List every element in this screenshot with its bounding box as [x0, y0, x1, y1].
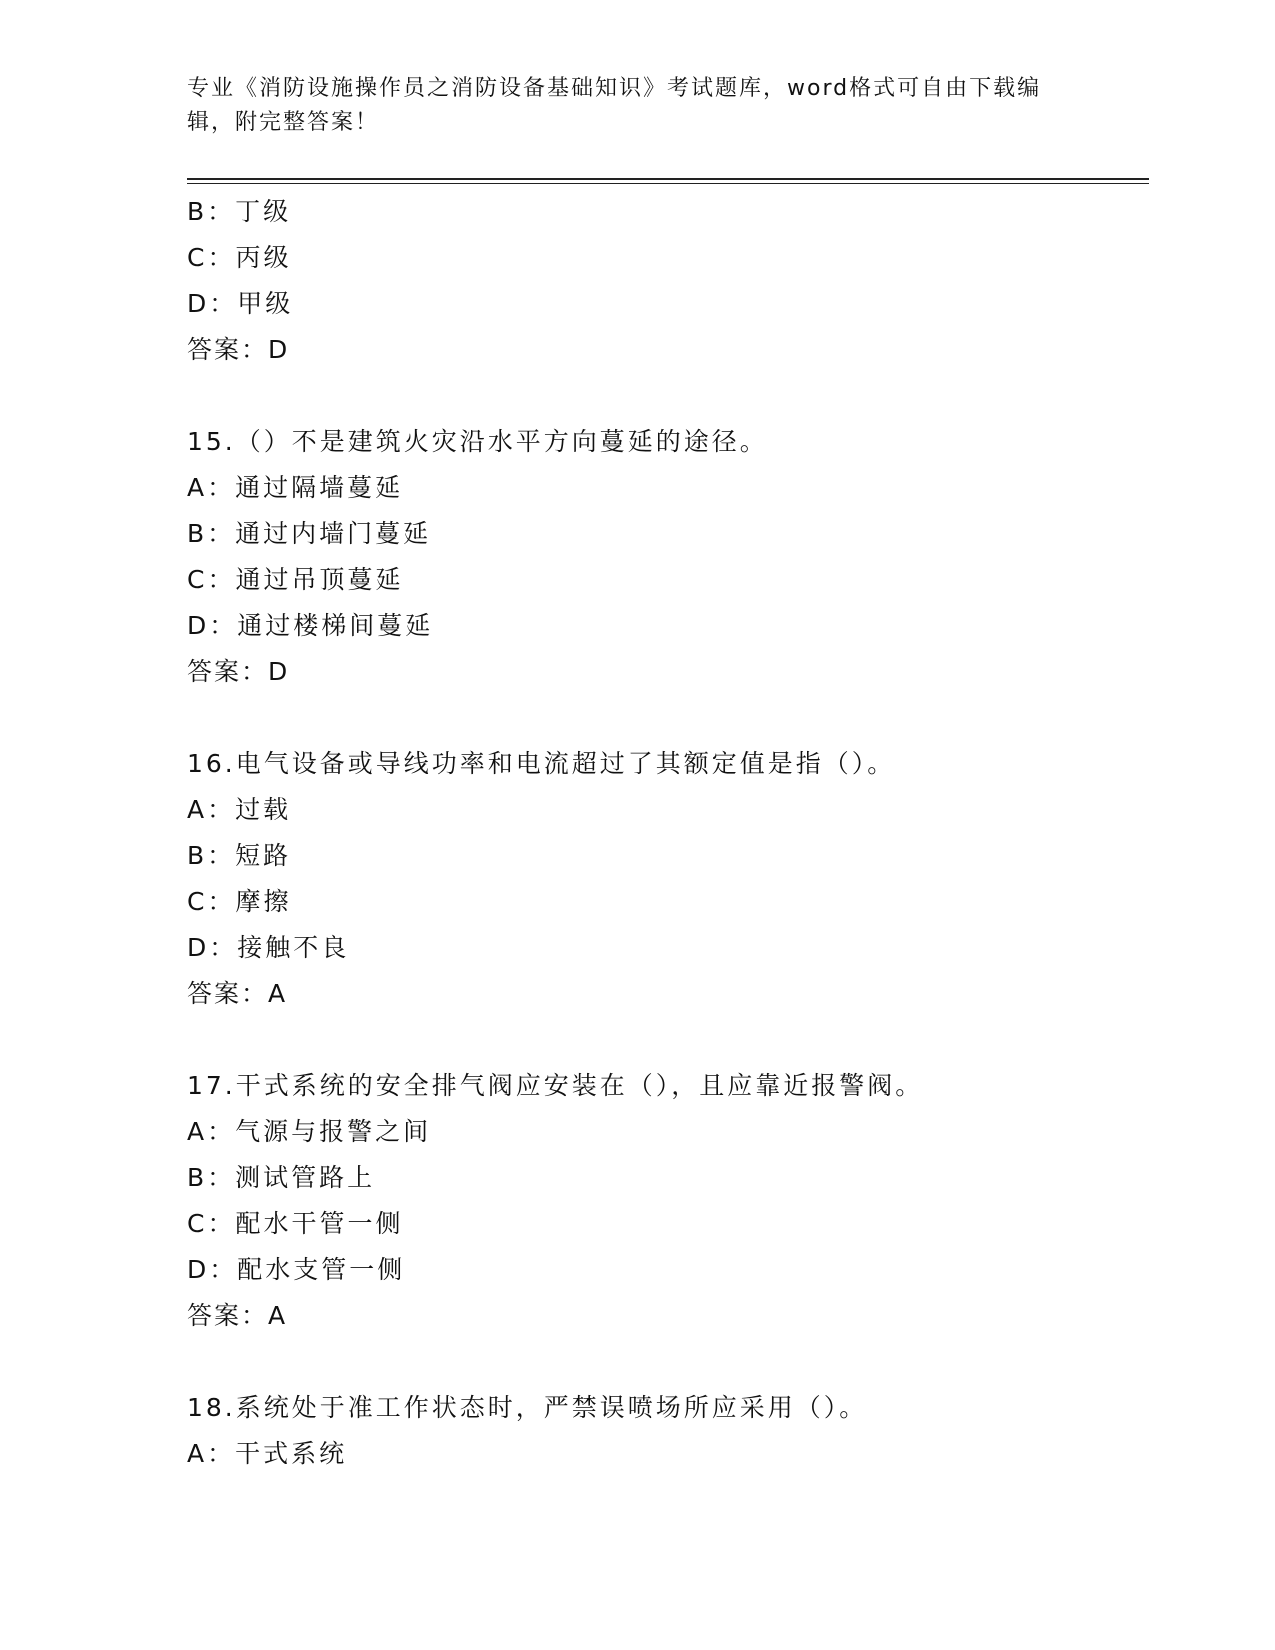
document-header [187, 72, 1067, 140]
option-a: A：通过隔墙蔓延 [187, 473, 404, 502]
option-b: B：通过内墙门蔓延 [187, 519, 432, 548]
header-line-1: 专业《消防设施操作员之消防设备基础知识》考试题库，word格式可自由下载编 [187, 76, 1042, 101]
header-line-2: 辑，附完整答案！ [187, 110, 380, 135]
question-gap [187, 695, 1147, 741]
question-stem: 17.干式系统的安全排气阀应安装在（），且应靠近报警阀。 [187, 1071, 924, 1100]
question-stem: 15.（）不是建筑火灾沿水平方向蔓延的途径。 [187, 427, 768, 456]
answer: 答案：D [187, 657, 290, 686]
question-gap [187, 1339, 1147, 1385]
option-c: C：通过吊顶蔓延 [187, 565, 404, 594]
header-divider [187, 178, 1149, 180]
header-divider-thin [187, 183, 1149, 184]
question-14-continued [187, 189, 1147, 373]
option-d: D：接触不良 [187, 933, 350, 962]
question-17 [187, 1063, 1147, 1339]
option-c: C：丙级 [187, 243, 292, 272]
option-b: B：测试管路上 [187, 1163, 376, 1192]
answer: 答案：A [187, 979, 288, 1008]
option-b: B：丁级 [187, 197, 292, 226]
option-a: A：气源与报警之间 [187, 1117, 432, 1146]
question-15 [187, 419, 1147, 695]
question-stem: 18.系统处于准工作状态时，严禁误喷场所应采用（）。 [187, 1393, 868, 1422]
answer: 答案：D [187, 335, 290, 364]
question-gap [187, 1017, 1147, 1063]
question-18 [187, 1385, 1147, 1477]
option-b: B：短路 [187, 841, 292, 870]
option-c: C：摩擦 [187, 887, 292, 916]
option-d: D：配水支管一侧 [187, 1255, 406, 1284]
option-a: A：过载 [187, 795, 292, 824]
option-a: A：干式系统 [187, 1439, 348, 1468]
option-d: D：通过楼梯间蔓延 [187, 611, 434, 640]
answer: 答案：A [187, 1301, 288, 1330]
question-stem: 16.电气设备或导线功率和电流超过了其额定值是指（）。 [187, 749, 896, 778]
question-16 [187, 741, 1147, 1017]
option-c: C：配水干管一侧 [187, 1209, 404, 1238]
question-list [187, 189, 1147, 1477]
option-d: D：甲级 [187, 289, 294, 318]
question-gap [187, 373, 1147, 419]
